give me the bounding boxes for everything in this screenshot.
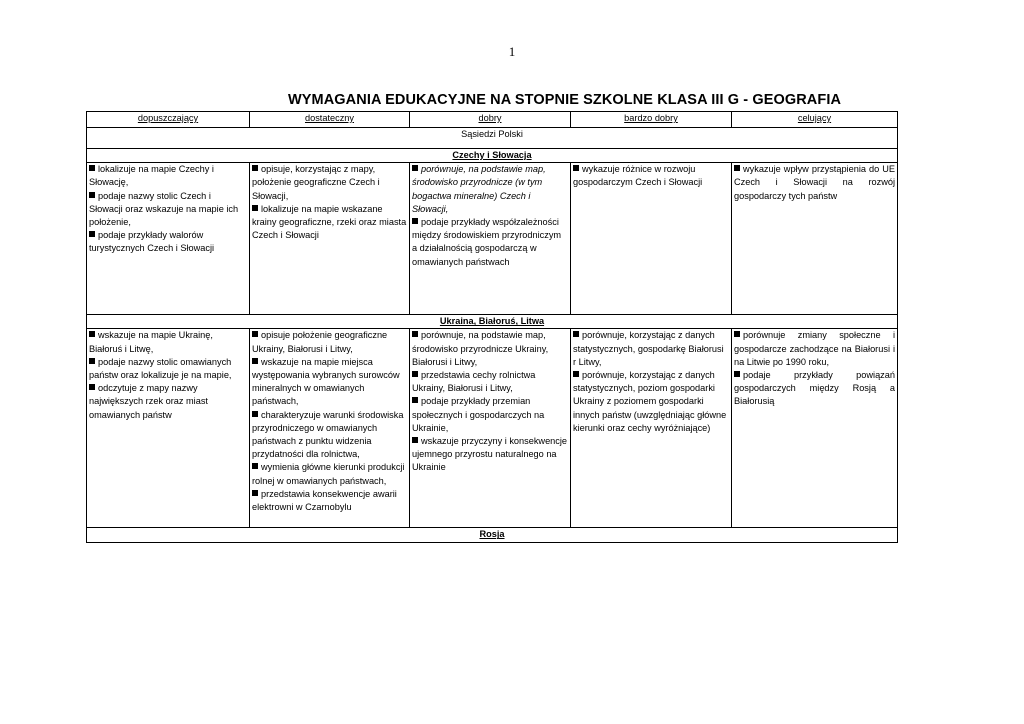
requirement-item: podaje przykłady walorów turystycznych Czech i Słowacji — [89, 230, 215, 254]
column-header-dopuszczajacy: dopuszczający — [87, 112, 250, 128]
cell-bardzo-dobry — [571, 329, 732, 528]
requirement-item: podaje przykłady powiązań gospodarczych między Rosją a Białorusią — [734, 370, 895, 407]
square-bullet-icon — [252, 490, 258, 496]
square-bullet-icon — [412, 218, 418, 224]
square-bullet-icon — [412, 371, 418, 377]
cell-dobry — [410, 163, 571, 315]
requirement-item: porównuje, na podstawie map, środowisko przyrodnicze Ukrainy, Białorusi i Litwy, — [412, 330, 549, 367]
square-bullet-icon — [89, 331, 95, 337]
content-row-ukraina-bialorus-litwa — [87, 329, 898, 528]
column-header-bardzo-dobry: bardzo dobry — [571, 112, 732, 128]
requirement-item: podaje nazwy stolic omawianych państw oraz lokalizuje je na mapie, — [89, 356, 232, 381]
band-title-rosja: Rosja — [87, 528, 898, 542]
square-bullet-icon — [412, 331, 418, 337]
requirement-item: opisuje, korzystając z mapy, położenie geograficzne Czech i Słowacji, — [252, 164, 380, 201]
band-row-czechy-slowacja — [87, 149, 898, 163]
square-bullet-icon — [252, 463, 258, 469]
requirement-item: charakteryzuje warunki środowiska przyrodniczego w omawianych państwach z punktu widzenia przydatności dla rolnictwa, — [252, 409, 404, 460]
square-bullet-icon — [89, 192, 95, 198]
square-bullet-icon — [734, 331, 740, 337]
content-row-czechy-slowacja — [87, 163, 898, 315]
requirement-item: podaje przykłady współzależności między środowiskiem przyrodniczym a działalnością gospodarczą w omawianych państwach — [412, 217, 562, 267]
square-bullet-icon — [573, 371, 579, 377]
cell-celujacy — [732, 163, 898, 315]
square-bullet-icon — [573, 331, 579, 337]
square-bullet-icon — [734, 371, 740, 377]
requirement-item: lokalizuje na mapie wskazane krainy geograficzne, rzeki oraz miasta Czech i Słowacji — [252, 203, 407, 241]
requirement-item: lokalizuje na mapie Czechy i Słowację, — [89, 164, 214, 188]
square-bullet-icon — [89, 165, 95, 171]
section-title: Sąsiedzi Polski — [87, 128, 898, 149]
cell-bardzo-dobry — [571, 163, 732, 315]
document-title: WYMAGANIA EDUKACYJNE NA STOPNIE SZKOLNE KLASA III G - GEOGRAFIA — [288, 92, 842, 108]
square-bullet-icon — [252, 358, 258, 364]
requirement-item: wymienia główne kierunki produkcji rolnej w omawianych państwach, — [252, 462, 405, 486]
square-bullet-icon — [252, 165, 258, 171]
column-header-dobry: dobry — [410, 112, 571, 128]
band-title-ukraina-bialorus-litwa: Ukraina, Białoruś, Litwa — [87, 315, 898, 329]
requirement-item: przedstawia cechy rolnictwa Ukrainy, Białorusi i Litwy, — [412, 370, 536, 394]
requirement-item: porównuje zmiany społeczne i gospodarcze zachodzące na Białorusi i na Litwie po 1990 roku, — [734, 330, 895, 367]
square-bullet-icon — [412, 165, 418, 171]
square-bullet-icon — [412, 397, 418, 403]
square-bullet-icon — [734, 165, 740, 171]
requirement-item: podaje przykłady przemian społecznych i gospodarczych na Ukrainie, — [412, 396, 545, 433]
cell-dostateczny — [250, 329, 410, 528]
requirements-table — [86, 111, 898, 543]
requirement-item: przedstawia konsekwencje awarii elektrowni w Czarnobylu — [252, 488, 397, 513]
cell-celujacy — [732, 329, 898, 528]
cell-dobry — [410, 329, 571, 528]
requirement-item: opisuje położenie geograficzne Ukrainy, Białorusi i Litwy, — [252, 330, 388, 354]
square-bullet-icon — [573, 165, 579, 171]
requirement-item: wskazuje na mapie Ukrainę, Białoruś i Litwę, — [89, 330, 213, 354]
section-row — [87, 128, 898, 149]
header-row — [87, 112, 898, 128]
cell-dopuszczajacy — [87, 329, 250, 528]
square-bullet-icon — [252, 205, 258, 211]
square-bullet-icon — [89, 384, 95, 390]
cell-dostateczny — [250, 163, 410, 315]
requirement-item: porównuje, korzystając z danych statystycznych, gospodarkę Białorusi r Litwy, — [573, 330, 724, 367]
band-title-czechy-slowacja: Czechy i Słowacja — [87, 149, 898, 163]
cell-dopuszczajacy — [87, 163, 250, 315]
band-row-rosja — [87, 528, 898, 542]
requirement-item: porównuje, na podstawie map, środowisko przyrodnicze (w tym bogactwa mineralne) Czech i Słowacji, — [412, 164, 546, 214]
square-bullet-icon — [252, 411, 258, 417]
requirement-item: odczytuje z mapy nazwy największych rzek oraz miast omawianych państw — [89, 383, 208, 420]
requirement-item: podaje nazwy stolic Czech i Słowacji oraz wskazuje na mapie ich położenie, — [89, 190, 239, 228]
requirement-item: wskazuje na mapie miejsca występowania wybranych surowców mineralnych w omawianych państwach, — [252, 356, 400, 407]
requirement-item: wykazuje różnice w rozwoju gospodarczym Czech i Słowacji — [573, 164, 703, 188]
square-bullet-icon — [412, 437, 418, 443]
requirement-item: wykazuje wpływ przystąpienia do UE Czech i Słowacji na rozwój gospodarczy tych państw — [734, 164, 895, 201]
column-header-celujacy: celujący — [732, 112, 898, 128]
square-bullet-icon — [89, 358, 95, 364]
page-number: 1 — [508, 44, 516, 59]
requirement-item: wskazuje przyczyny i konsekwencje ujemnego przyrostu naturalnego na Ukrainie — [412, 436, 568, 473]
band-row-ukraina-bialorus-litwa — [87, 315, 898, 329]
requirement-item: porównuje, korzystając z danych statystycznych, poziom gospodarki Ukrainy z poziomem gospodarki innych państw (uwzględniając główne kierunki oraz cechy wyróżniające) — [573, 370, 727, 433]
square-bullet-icon — [89, 231, 95, 237]
square-bullet-icon — [252, 331, 258, 337]
column-header-dostateczny: dostateczny — [250, 112, 410, 128]
